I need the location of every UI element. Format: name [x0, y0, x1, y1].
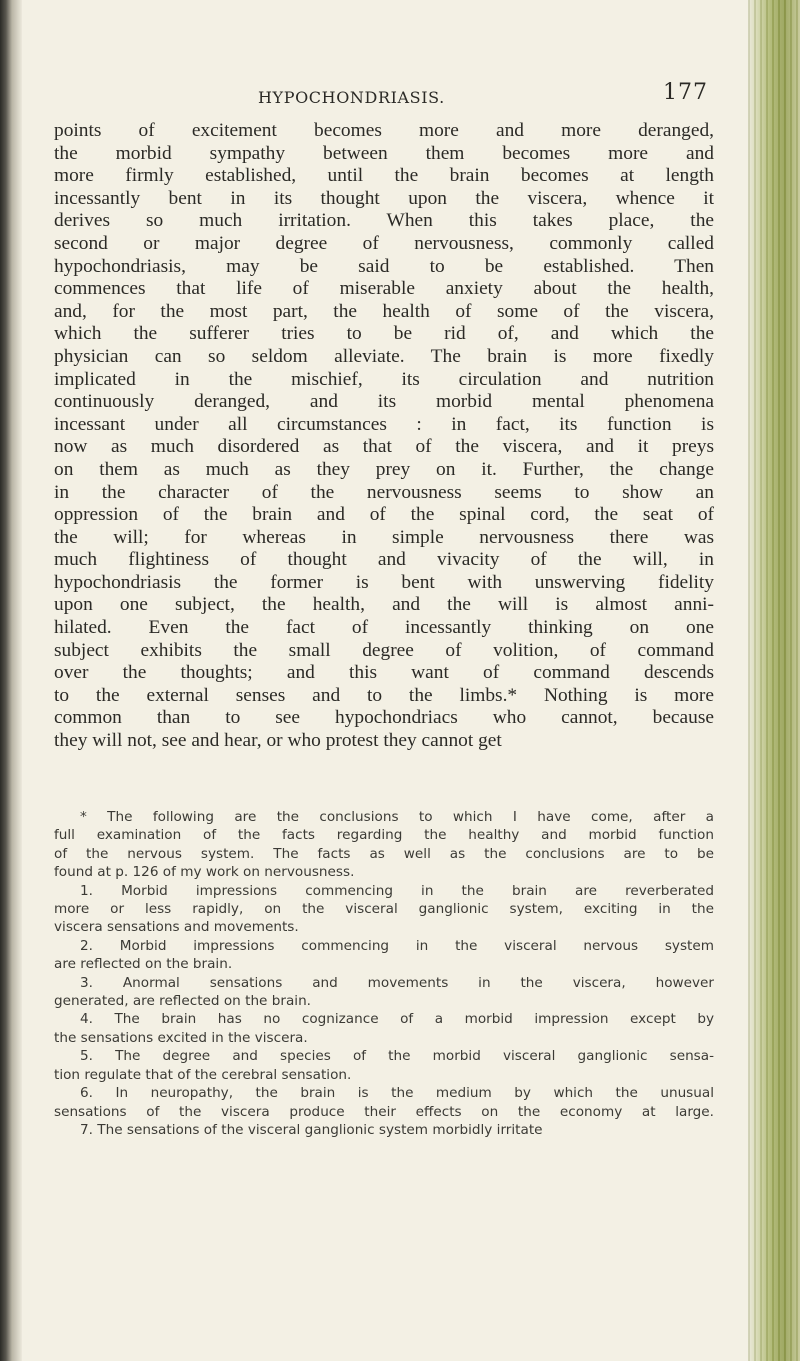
- body-text: [54, 120, 714, 753]
- text-line: common than to see hypochondriacs who cannot, because: [54, 707, 714, 729]
- text-line: implicated in the mischief, its circulation and nutrition: [54, 368, 714, 390]
- text-line: commences that life of miserable anxiety about the health,: [54, 278, 714, 300]
- footnote-line: 6. In neuropathy, the brain is the medium by which the unusual: [80, 1085, 714, 1102]
- footnote-line: generated, are reflected on the brain.: [54, 993, 311, 1010]
- text-line: incessantly bent in its thought upon the viscera, whence it: [54, 187, 714, 209]
- text-line: to the external senses and to the limbs.* Nothing is more: [54, 684, 714, 706]
- footnote-line: viscera sensations and movements.: [54, 919, 299, 936]
- footnote-line: 5. The degree and species of the morbid visceral ganglionic sensa-: [80, 1048, 714, 1065]
- footnote-line: 4. The brain has no cognizance of a morbid impression except by: [80, 1011, 714, 1028]
- text-line: which the sufferer tries to be rid of, and which the: [54, 323, 714, 345]
- text-line: much flightiness of thought and vivacity of the will, in: [54, 549, 714, 571]
- text-line: the will; for whereas in simple nervousness there was: [54, 526, 714, 548]
- footnote-line: are reflected on the brain.: [54, 956, 233, 973]
- footnote-line: found at p. 126 of my work on nervousness.: [54, 864, 355, 881]
- text-line: more firmly established, until the brain becomes at length: [54, 165, 714, 187]
- text-line: hypochondriasis, may be said to be established. Then: [54, 255, 714, 277]
- text-line: derives so much irritation. When this takes place, the: [54, 210, 714, 232]
- footnote-line: the sensations excited in the viscera.: [54, 1029, 308, 1046]
- text-line: subject exhibits the small degree of volition, of command: [54, 639, 714, 661]
- text-line: they will not, see and hear, or who protest they cannot get: [54, 730, 502, 752]
- footnote-line: more or less rapidly, on the visceral ganglionic system, exciting in the: [54, 901, 714, 918]
- footnote-line: tion regulate that of the cerebral sensation.: [54, 1066, 352, 1083]
- text-line: continuously deranged, and its morbid mental phenomena: [54, 391, 714, 413]
- footnote-line: sensations of the viscera produce their effects on the economy at large.: [54, 1103, 714, 1120]
- footnote-line: full examination of the facts regarding the healthy and morbid function: [54, 827, 714, 844]
- page-header: [258, 80, 708, 114]
- text-line: and, for the most part, the health of some of the viscera,: [54, 300, 714, 322]
- text-line: in the character of the nervousness seems to show an: [54, 481, 714, 503]
- footnote-line: 1. Morbid impressions commencing in the brain are reverberated: [80, 882, 714, 899]
- footnote-line: of the nervous system. The facts as well as the conclusions are to be: [54, 845, 714, 862]
- text-line: the morbid sympathy between them becomes more and: [54, 142, 714, 164]
- footnote-line: 3. Anormal sensations and movements in the viscera, however: [80, 974, 714, 991]
- text-line: hypochondriasis the former is bent with unswerving fidelity: [54, 571, 714, 593]
- text-line: physician can so seldom alleviate. The brain is more fixedly: [54, 345, 714, 367]
- text-line: oppression of the brain and of the spinal cord, the seat of: [54, 504, 714, 526]
- footnotes: [54, 808, 714, 1139]
- text-line: over the thoughts; and this want of command descends: [54, 662, 714, 684]
- text-line: now as much disordered as that of the viscera, and it preys: [54, 436, 714, 458]
- footnote-line: 2. Morbid impressions commencing in the visceral nervous system: [80, 937, 714, 954]
- text-line: upon one subject, the health, and the will is almost anni-: [54, 594, 714, 616]
- text-line: points of excitement becomes more and more deranged,: [54, 120, 714, 141]
- footnote-line: 7. The sensations of the visceral ganglionic system morbidly irritate: [80, 1121, 543, 1138]
- text-line: hilated. Even the fact of incessantly thinking on one: [54, 617, 714, 639]
- footnote-line: * The following are the conclusions to which I have come, after a: [80, 809, 714, 825]
- running-head: HYPOCHONDRIASIS.: [258, 88, 445, 107]
- text-line: second or major degree of nervousness, commonly called: [54, 232, 714, 254]
- text-line: on them as much as they prey on it. Further, the change: [54, 458, 714, 480]
- page-number: 177: [663, 80, 708, 105]
- text-line: incessant under all circumstances : in fact, its function is: [54, 413, 714, 435]
